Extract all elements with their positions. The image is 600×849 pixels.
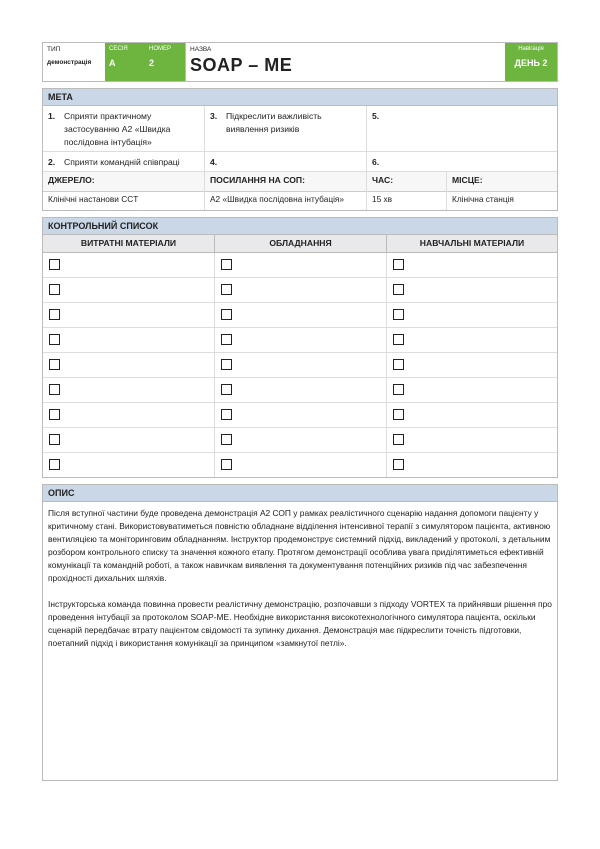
checklist-row — [43, 303, 557, 328]
consumables-checkbox[interactable] — [49, 284, 60, 295]
checklist-cell — [215, 428, 387, 452]
training-materials-checkbox[interactable] — [393, 284, 404, 295]
checklist-row — [43, 328, 557, 353]
checklist-row — [43, 353, 557, 378]
checklist-cell — [387, 378, 557, 402]
equipment-checkbox[interactable] — [221, 359, 232, 370]
goals-section — [42, 88, 558, 211]
sop-value: A2 «Швидка послідовна інтубація» — [210, 194, 345, 204]
checklist-row — [43, 378, 557, 403]
checklist-cell — [43, 403, 215, 427]
checklist-columns — [43, 235, 557, 253]
type-cell — [43, 43, 105, 81]
time-field — [367, 172, 447, 210]
checklist-cell — [215, 353, 387, 377]
description-paragraph: Інструкторська команда повинна провести реалістичну демонстрацію, розпочавши з підходу VORTEX та прийнявши рішення про проведення інтубації за протоколом SOAP-ME. Необхідне використання високотехнологічного симулятора пацієнта, оскільки сценарій передбачає втрату пацієнтом свідомості та зупинку дихання. Демонстрація має підкреслити точність підготовки, поетапний підхід і використання комунікації за принципом «замкнутої петлі». — [48, 599, 552, 648]
goal-item — [43, 152, 205, 172]
checklist-cell — [215, 253, 387, 277]
column-consumables: ВИТРАТНІ МАТЕРІАЛИ — [43, 235, 215, 252]
type-value: демонстрація — [47, 59, 92, 66]
navigation-label: Навігація — [518, 46, 544, 52]
training-materials-checkbox[interactable] — [393, 409, 404, 420]
checklist-heading: КОНТРОЛЬНИЙ СПИСОК — [43, 218, 557, 235]
checklist-section — [42, 217, 558, 478]
checklist-cell — [387, 278, 557, 302]
checklist-cell — [387, 403, 557, 427]
session-label: СЕСІЯ — [109, 46, 128, 52]
checklist-row — [43, 428, 557, 453]
goal-number: 5. — [372, 111, 380, 121]
checklist-cell — [215, 278, 387, 302]
equipment-checkbox[interactable] — [221, 434, 232, 445]
checklist-cell — [215, 403, 387, 427]
number-cell — [145, 43, 185, 81]
equipment-checkbox[interactable] — [221, 459, 232, 470]
consumables-checkbox[interactable] — [49, 334, 60, 345]
column-training-materials: НАВЧАЛЬНІ МАТЕРІАЛИ — [387, 235, 557, 252]
checklist-cell — [387, 328, 557, 352]
place-field — [447, 172, 557, 210]
goal-number: 3. — [210, 111, 218, 121]
page-title: SOAP – ME — [190, 55, 293, 75]
equipment-checkbox[interactable] — [221, 309, 232, 320]
checklist-cell — [215, 378, 387, 402]
checklist-cell — [43, 428, 215, 452]
source-field — [43, 172, 205, 210]
checklist-cell — [43, 253, 215, 277]
checklist-row — [43, 403, 557, 428]
consumables-checkbox[interactable] — [49, 459, 60, 470]
consumables-checkbox[interactable] — [49, 434, 60, 445]
checklist-cell — [387, 253, 557, 277]
goal-item — [367, 106, 557, 152]
goal-text: Сприяти практичному застосуванню A2 «Швидка послідовна інтубація» — [64, 111, 171, 147]
goal-text: Підкреслити важливість виявлення ризиків — [226, 111, 322, 134]
checklist-cell — [215, 328, 387, 352]
title-cell — [185, 43, 505, 81]
time-label: ЧАС: — [367, 172, 446, 192]
column-equipment: ОБЛАДНАННЯ — [215, 235, 387, 252]
checklist-cell — [387, 428, 557, 452]
goal-number: 1. — [48, 111, 56, 121]
session-value: A — [109, 58, 116, 68]
training-materials-checkbox[interactable] — [393, 459, 404, 470]
goal-item — [205, 152, 367, 172]
sop-field — [205, 172, 367, 210]
equipment-checkbox[interactable] — [221, 259, 232, 270]
goals-heading: МЕТА — [43, 89, 557, 106]
place-value: Клінічна станція — [452, 194, 514, 204]
checklist-row — [43, 453, 557, 477]
number-value: 2 — [149, 58, 155, 68]
consumables-checkbox[interactable] — [49, 309, 60, 320]
checklist-cell — [43, 453, 215, 477]
session-cell — [105, 43, 145, 81]
goal-item — [43, 106, 205, 152]
checklist-cell — [215, 303, 387, 327]
goals-grid — [43, 106, 557, 172]
checklist-cell — [387, 303, 557, 327]
type-label: ТИП — [47, 46, 61, 53]
checklist-cell — [43, 303, 215, 327]
header-bar — [42, 42, 558, 82]
consumables-checkbox[interactable] — [49, 384, 60, 395]
source-label: ДЖЕРЕЛО: — [43, 172, 204, 192]
training-materials-checkbox[interactable] — [393, 309, 404, 320]
equipment-checkbox[interactable] — [221, 284, 232, 295]
checklist-cell — [43, 353, 215, 377]
place-label: МІСЦЕ: — [447, 172, 557, 192]
consumables-checkbox[interactable] — [49, 359, 60, 370]
equipment-checkbox[interactable] — [221, 384, 232, 395]
goal-number: 2. — [48, 157, 56, 167]
equipment-checkbox[interactable] — [221, 409, 232, 420]
description-body — [43, 502, 557, 668]
goal-item — [205, 106, 367, 152]
consumables-checkbox[interactable] — [49, 409, 60, 420]
checklist-cell — [387, 353, 557, 377]
time-value: 15 хв — [372, 194, 393, 204]
checklist-cell — [387, 453, 557, 477]
training-materials-checkbox[interactable] — [393, 334, 404, 345]
checklist-cell — [43, 378, 215, 402]
checklist-cell — [43, 278, 215, 302]
source-value: Клінічні настанови CCT — [48, 194, 139, 204]
goal-text: Сприяти командній співпраці — [64, 157, 180, 167]
title-label: НАЗВА — [190, 46, 212, 53]
number-label: НОМЕР — [149, 46, 172, 52]
session-plan — [42, 42, 558, 781]
checklist-cell — [43, 328, 215, 352]
goal-number: 6. — [372, 157, 380, 167]
consumables-checkbox[interactable] — [49, 259, 60, 270]
checklist-cell — [215, 453, 387, 477]
checklist-row — [43, 253, 557, 278]
sop-label: ПОСИЛАННЯ НА СОП: — [205, 172, 366, 192]
training-materials-checkbox[interactable] — [393, 259, 404, 270]
training-materials-checkbox[interactable] — [393, 384, 404, 395]
meta-row — [43, 172, 557, 210]
description-paragraph: Після вступної частини буде проведена демонстрація A2 СОП у рамках реалістичного сценарію надання допомоги пацієнту у критичному стані. Використовуватиметься повністю обладнане відділення інтенсивної терапії з симулятором пацієнта, активною вентиляцією та моніторинговим обладнанням. Інструктор продемонструє системний підхід, викладений у протоколі, з детальним розбором контрольного списку та значення кожного етапу. Протягом демонстрації особлива увага приділятиметься ефективній комунікації та командній роботі, а також навичкам виявлення та документування потенційних ризиків під час забезпечення прохідності дихальних шляхів. — [48, 508, 551, 583]
checklist-rows — [43, 253, 557, 477]
goal-item — [367, 152, 557, 172]
training-materials-checkbox[interactable] — [393, 434, 404, 445]
description-heading: ОПИС — [43, 485, 557, 502]
checklist-row — [43, 278, 557, 303]
navigation-day[interactable]: ДЕНЬ 2 — [514, 58, 548, 68]
goal-number: 4. — [210, 157, 218, 167]
navigation-cell[interactable] — [505, 43, 557, 81]
description-section — [42, 484, 558, 781]
training-materials-checkbox[interactable] — [393, 359, 404, 370]
equipment-checkbox[interactable] — [221, 334, 232, 345]
